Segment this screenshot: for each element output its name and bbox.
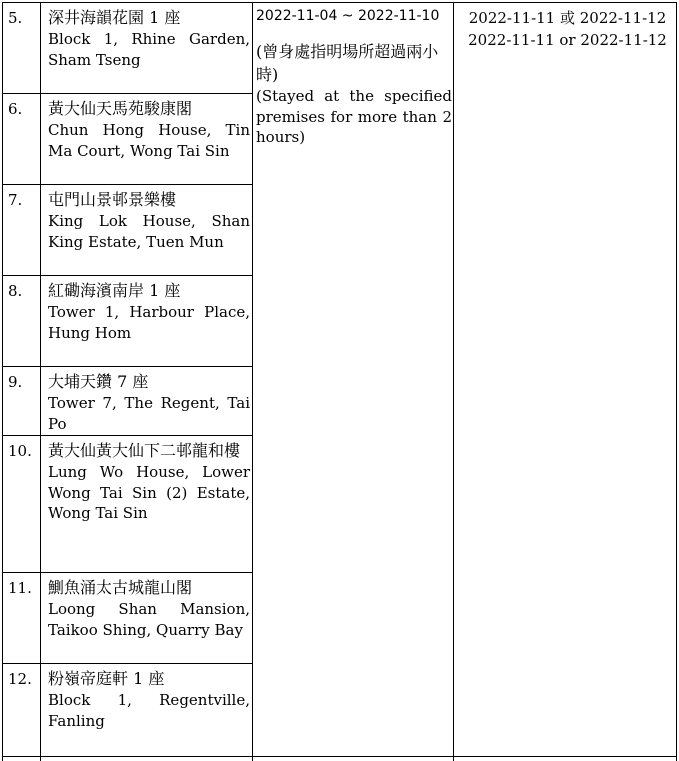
visit-period-cell bbox=[256, 6, 452, 148]
premises-name-en: Loong Shan Mansion, Taikoo Shing, Quarry Bay bbox=[48, 600, 250, 639]
visit-date-range: 2022-11-04 ~ 2022-11-10 bbox=[256, 8, 440, 24]
visit-note-en: (Stayed at the specified premises for more than 2 hours) bbox=[256, 87, 452, 146]
premises-cell bbox=[48, 667, 250, 731]
premises-cell bbox=[48, 370, 250, 434]
premises-name-en: King Lok House, Shan King Estate, Tuen Mun bbox=[48, 212, 250, 251]
table-border-bottom bbox=[2, 756, 676, 757]
table-border-top bbox=[2, 2, 676, 3]
row-divider bbox=[2, 184, 252, 185]
premises-name-zh: 鰂魚涌太古城龍山閣 bbox=[48, 578, 193, 597]
row-number: 9. bbox=[8, 373, 23, 391]
row-divider bbox=[2, 572, 252, 573]
premises-name-en: Lung Wo House, Lower Wong Tai Sin (2) Estate, Wong Tai Sin bbox=[48, 463, 250, 522]
premises-cell bbox=[48, 576, 250, 640]
row-number: 10. bbox=[8, 442, 32, 460]
row-number: 12. bbox=[8, 670, 32, 688]
row-number: 5. bbox=[8, 9, 23, 27]
table-border-left bbox=[2, 2, 3, 761]
monitor-date-zh: 2022-11-11 或 2022-11-12 bbox=[468, 9, 667, 27]
premises-name-zh: 黃大仙天馬苑駿康閣 bbox=[48, 99, 193, 118]
premises-name-zh: 紅磡海濱南岸 1 座 bbox=[48, 281, 181, 300]
row-divider bbox=[2, 435, 252, 436]
row-number: 7. bbox=[8, 191, 23, 209]
row-number: 8. bbox=[8, 282, 23, 300]
premises-name-zh: 粉嶺帝庭軒 1 座 bbox=[48, 669, 165, 688]
monitor-period-cell bbox=[458, 7, 677, 51]
row-number: 6. bbox=[8, 100, 23, 118]
row-divider bbox=[2, 663, 252, 664]
premises-name-en: Tower 1, Harbour Place, Hung Hom bbox=[48, 303, 250, 342]
premises-name-zh: 大埔天鑽 7 座 bbox=[48, 372, 149, 391]
premises-cell bbox=[48, 188, 250, 252]
premises-cell bbox=[48, 97, 250, 161]
premises-name-zh: 深井海韻花園 1 座 bbox=[48, 8, 181, 27]
premises-name-zh: 屯門山景邨景樂樓 bbox=[48, 190, 177, 209]
row-number: 11. bbox=[8, 579, 32, 597]
visit-note-zh: (曾身處指明場所超過兩小時) bbox=[256, 42, 439, 84]
premises-table bbox=[2, 0, 677, 761]
premises-name-en: Tower 7, The Regent, Tai Po bbox=[48, 394, 250, 433]
premises-name-en: Chun Hong House, Tin Ma Court, Wong Tai Sin bbox=[48, 121, 250, 160]
premises-cell bbox=[48, 439, 250, 524]
column-divider-number bbox=[40, 2, 41, 761]
table-border-right bbox=[676, 2, 677, 761]
premises-name-en: Block 1, Rhine Garden, Sham Tseng bbox=[48, 30, 250, 69]
premises-cell bbox=[48, 6, 250, 70]
column-divider-premises bbox=[252, 2, 253, 761]
monitor-date-en: 2022-11-11 or 2022-11-12 bbox=[468, 31, 667, 49]
column-divider-period bbox=[453, 2, 454, 761]
premises-cell bbox=[48, 279, 250, 343]
row-divider bbox=[2, 275, 252, 276]
row-divider bbox=[2, 366, 252, 367]
row-divider bbox=[2, 93, 252, 94]
premises-name-zh: 黃大仙黃大仙下二邨龍和樓 bbox=[48, 441, 241, 460]
premises-name-en: Block 1, Regentville, Fanling bbox=[48, 691, 250, 730]
